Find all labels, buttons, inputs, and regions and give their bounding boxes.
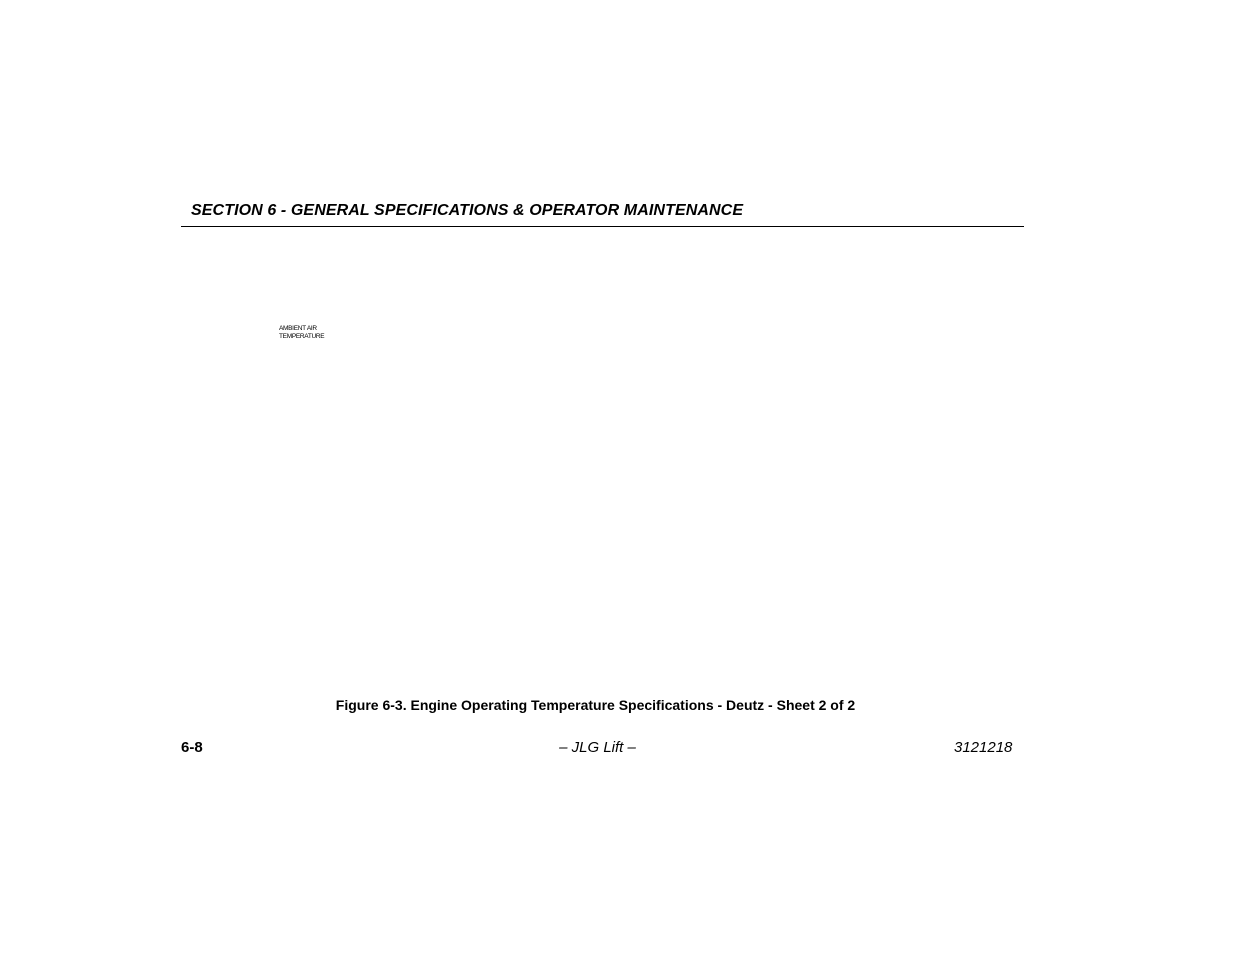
thermometer-label: TEMPERATURE — [279, 333, 325, 340]
document-number: 3121218 — [954, 739, 1013, 756]
page-number: 6-8 — [181, 739, 203, 756]
section-title: SECTION 6 - GENERAL SPECIFICATIONS & OPERATOR MAINTENANCE — [191, 202, 744, 219]
thermometer-label: AMBIENT AIR — [279, 325, 317, 332]
thermometer — [279, 325, 325, 340]
footer-brand: – JLG Lift – — [559, 739, 636, 756]
figure-caption: Figure 6-3. Engine Operating Temperature Specifications - Deutz - Sheet 2 of 2 — [335, 697, 856, 713]
